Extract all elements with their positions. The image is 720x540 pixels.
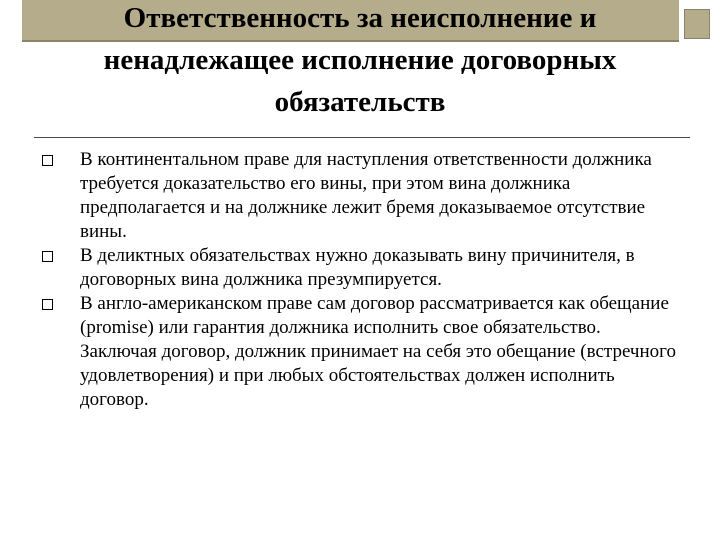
hollow-square-bullet-icon — [42, 299, 53, 310]
hollow-square-bullet-icon — [42, 251, 53, 262]
hollow-square-bullet-icon — [42, 155, 53, 166]
bullet-text: В англо-американском праве сам договор рассматривается как обещание (promise) или гарантия должника исполнить свое обязательство. Заключая договор, должник принимает на себя это обещание (встречного удовлетворения) и при любых обстоятельствах должен исполнить договор. — [80, 293, 676, 410]
bullet-list — [42, 148, 682, 412]
title-divider — [34, 137, 690, 138]
bullet-item — [42, 292, 682, 412]
slide-title-line: ненадлежащее исполнение договорных — [103, 44, 617, 76]
slide-title-line: Ответственность за неисполнение и — [123, 2, 597, 34]
slide-title-line: обязательств — [274, 86, 446, 118]
bullet-text: В деликтных обязательствах нужно доказывать вину причинителя, в договорных вина должника презумпируется. — [80, 245, 635, 290]
slide-title — [22, 0, 698, 123]
bullet-item — [42, 148, 682, 244]
bullet-text: В континентальном праве для наступления ответственности должника требуется доказательство его вины, при этом вина должника предполагается и на должнике лежит бремя доказываемое отсутствие вины. — [80, 149, 652, 242]
bullet-item — [42, 244, 682, 292]
